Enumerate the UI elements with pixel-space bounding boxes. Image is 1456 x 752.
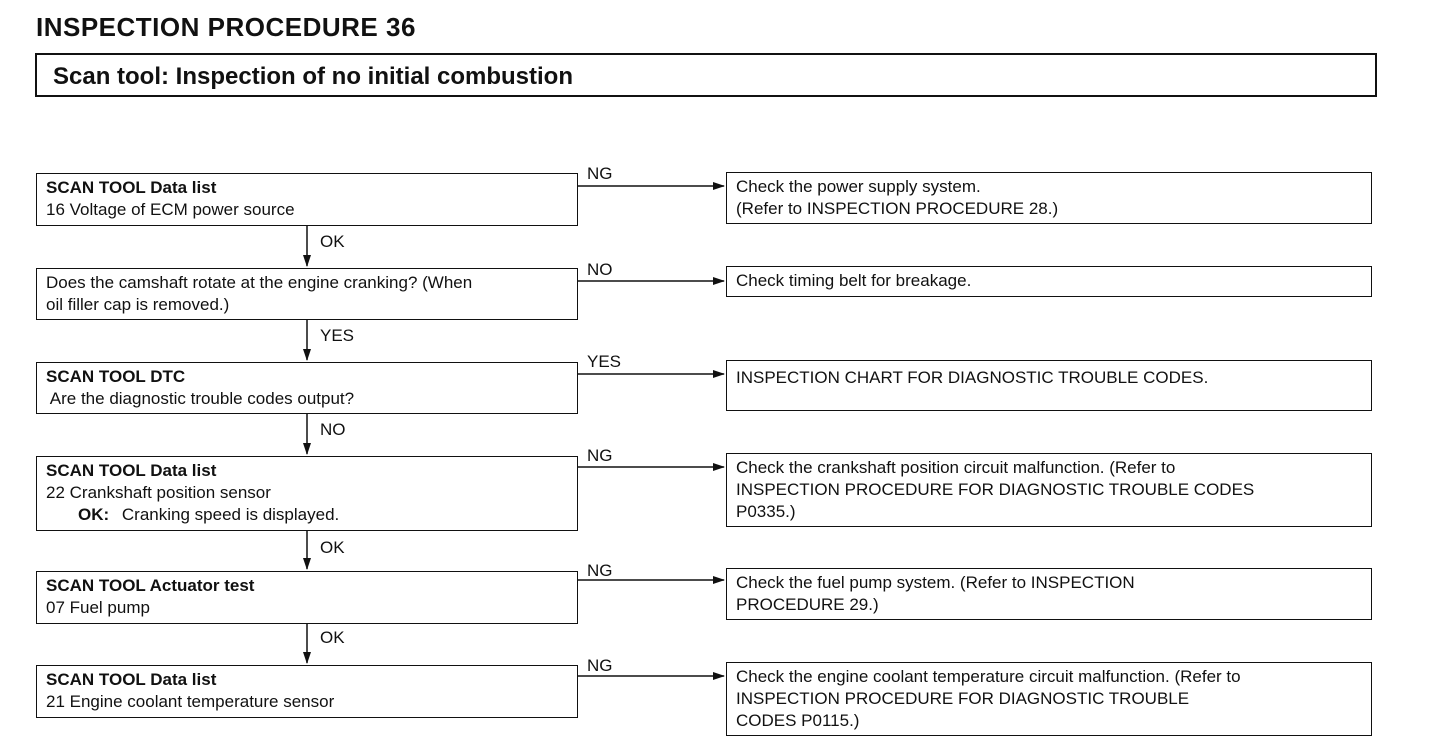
- result-2-line-1: Check timing belt for breakage.: [736, 271, 972, 290]
- result-box-5: [726, 568, 1372, 620]
- branch-label-2: NO: [587, 260, 613, 279]
- step-box-2: [36, 268, 578, 320]
- step-box-4: [36, 456, 578, 531]
- branch-label-6: NG: [587, 656, 613, 675]
- step-box-1: [36, 173, 578, 226]
- result-6-line-3: CODES P0115.): [736, 711, 860, 730]
- step-box-3: [36, 362, 578, 414]
- result-box-4: [726, 453, 1372, 527]
- step-4-heading: SCAN TOOL Data list: [46, 461, 217, 480]
- step-5-line-1: 07 Fuel pump: [46, 598, 150, 617]
- result-6-line-1: Check the engine coolant temperature circuit malfunction. (Refer to: [736, 667, 1241, 686]
- branch-label-1: NG: [587, 164, 613, 183]
- result-1-line-1: Check the power supply system.: [736, 177, 981, 196]
- result-box-6: [726, 662, 1372, 736]
- result-3-line-1: INSPECTION CHART FOR DIAGNOSTIC TROUBLE CODES.: [736, 368, 1209, 387]
- next-label-5: OK: [320, 628, 345, 647]
- result-box-2: [726, 266, 1372, 297]
- result-1-line-2: (Refer to INSPECTION PROCEDURE 28.): [736, 199, 1059, 218]
- step-3-heading: SCAN TOOL DTC: [46, 367, 186, 386]
- result-5-line-2: PROCEDURE 29.): [736, 595, 879, 614]
- step-2-line-1: Does the camshaft rotate at the engine cranking? (When: [46, 273, 473, 292]
- subtitle: Scan tool: Inspection of no initial combustion: [53, 63, 573, 90]
- step-1-line-1: 16 Voltage of ECM power source: [46, 200, 295, 219]
- next-label-3: NO: [320, 420, 346, 439]
- step-1-heading: SCAN TOOL Data list: [46, 178, 217, 197]
- step-4-line-1: 22 Crankshaft position sensor: [46, 483, 271, 502]
- step-6-heading: SCAN TOOL Data list: [46, 670, 217, 689]
- result-4-line-1: Check the crankshaft position circuit malfunction. (Refer to: [736, 458, 1176, 477]
- step-box-5: [36, 571, 578, 624]
- branch-label-5: NG: [587, 561, 613, 580]
- step-5-heading: SCAN TOOL Actuator test: [46, 576, 255, 595]
- result-box-1: [726, 172, 1372, 224]
- result-6-line-2: INSPECTION PROCEDURE FOR DIAGNOSTIC TROUBLE: [736, 689, 1190, 708]
- next-label-1: OK: [320, 232, 345, 251]
- page-title: INSPECTION PROCEDURE 36: [36, 12, 416, 42]
- next-label-2: YES: [320, 326, 355, 345]
- step-4-ok-prefix: OK:: [78, 505, 110, 524]
- step-2-line-2: oil filler cap is removed.): [46, 295, 230, 314]
- step-6-line-1: 21 Engine coolant temperature sensor: [46, 692, 335, 711]
- result-4-line-2: INSPECTION PROCEDURE FOR DIAGNOSTIC TROUBLE CODES: [736, 480, 1255, 499]
- result-5-line-1: Check the fuel pump system. (Refer to INSPECTION: [736, 573, 1135, 592]
- result-box-3: [726, 360, 1372, 411]
- step-3-line-1: Are the diagnostic trouble codes output?: [46, 389, 355, 408]
- step-box-6: [36, 665, 578, 718]
- step-4-ok-line: [46, 504, 568, 526]
- result-4-line-3: P0335.): [736, 502, 796, 521]
- step-4-ok-text: Cranking speed is displayed.: [121, 505, 340, 524]
- branch-label-4: NG: [587, 446, 613, 465]
- next-label-4: OK: [320, 538, 345, 557]
- branch-label-3: YES: [587, 352, 622, 371]
